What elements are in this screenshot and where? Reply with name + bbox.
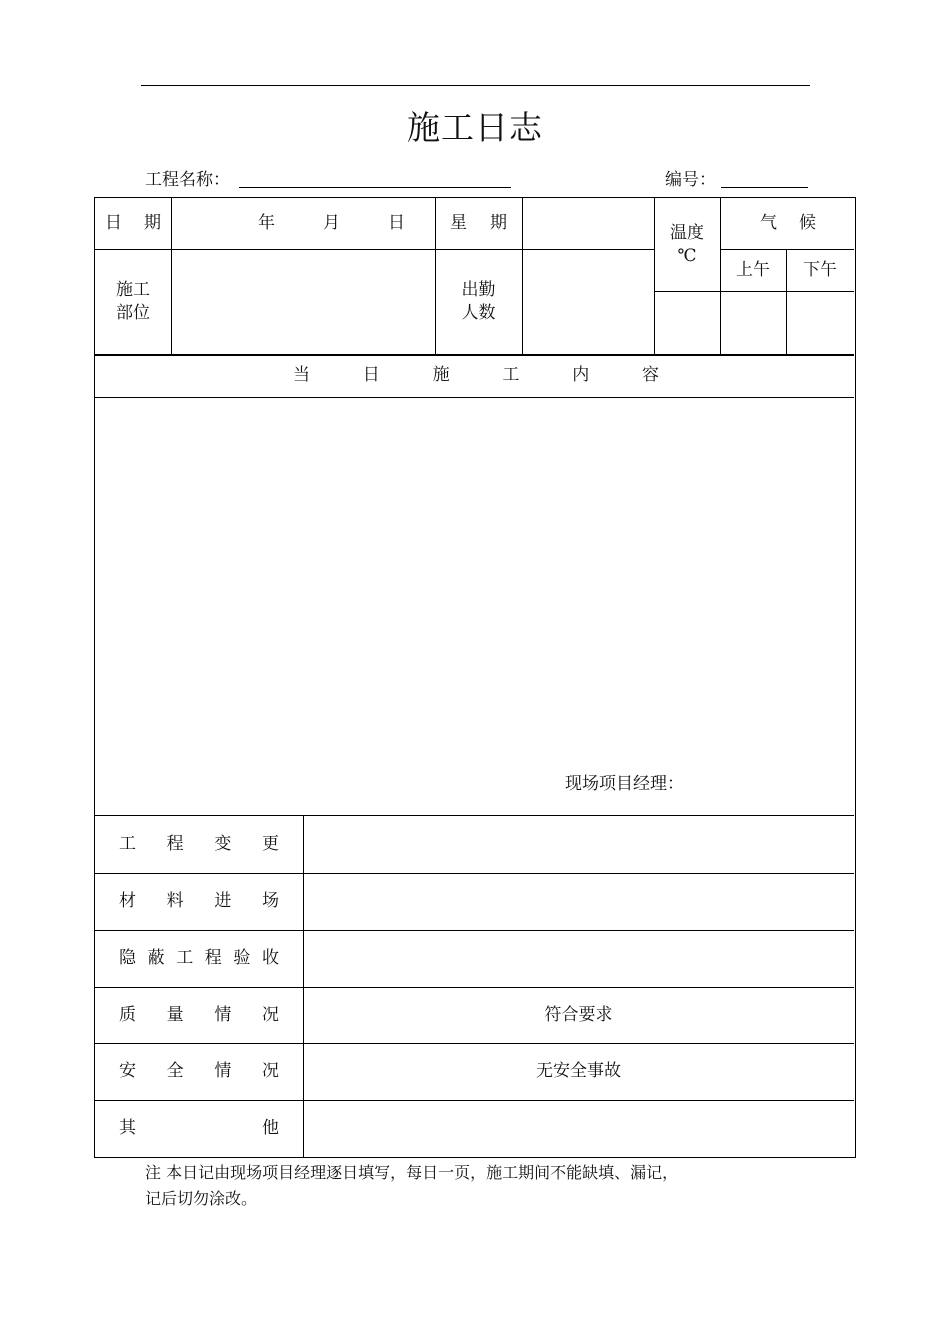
weekday-label: 星 期 xyxy=(450,213,507,233)
attendance-label: 出勤 人数 xyxy=(461,279,496,323)
quality-field[interactable]: 符合要求 xyxy=(544,1004,613,1025)
temperature-label: 温度 ℃ xyxy=(670,222,704,266)
quality-label: 质 量 情 况 xyxy=(119,1004,279,1025)
concealed-work-label: 隐 蔽 工 程 验 收 xyxy=(119,948,279,968)
safety-label: 安 全 情 况 xyxy=(119,1061,279,1081)
other-label: 其 他 xyxy=(119,1118,279,1138)
footnote-line-2: 记后切勿涂改。 xyxy=(145,1189,258,1208)
daily-content-header: 当 日 施 工 内 容 xyxy=(293,365,659,385)
attendance-field[interactable] xyxy=(522,249,654,354)
morning-weather-field[interactable] xyxy=(720,291,786,354)
afternoon-label: 下午 xyxy=(803,259,837,280)
temperature-field[interactable] xyxy=(654,291,720,354)
project-name-field[interactable] xyxy=(239,187,511,188)
morning-label: 上午 xyxy=(736,259,770,280)
date-label: 日 期 xyxy=(105,213,161,233)
other-field[interactable] xyxy=(303,1100,854,1157)
material-arrival-label: 材 料 进 场 xyxy=(119,891,279,911)
site-manager-signature-field[interactable] xyxy=(695,771,845,797)
concealed-work-field[interactable] xyxy=(303,930,854,987)
engineering-change-label: 工 程 变 更 xyxy=(119,833,279,854)
afternoon-weather-field[interactable] xyxy=(786,291,854,354)
material-arrival-field[interactable] xyxy=(303,873,854,930)
footnote-line-1: 注 本日记由现场项目经理逐日填写，每日一页，施工期间不能缺填、漏记， xyxy=(145,1163,679,1182)
location-field[interactable] xyxy=(171,249,435,354)
page-title: 施工日志 xyxy=(407,108,543,147)
weather-label: 气 候 xyxy=(760,213,816,233)
daily-content-field[interactable] xyxy=(95,397,854,815)
safety-field[interactable]: 无安全事故 xyxy=(536,1061,621,1081)
site-manager-label: 现场项目经理： xyxy=(565,773,684,794)
weekday-value-field[interactable] xyxy=(522,198,654,249)
number-field[interactable] xyxy=(721,187,808,188)
top-rule xyxy=(141,85,810,86)
engineering-change-field[interactable] xyxy=(303,815,854,873)
location-label: 施工 部位 xyxy=(116,279,150,323)
number-label: 编号： xyxy=(665,170,716,190)
construction-log-table xyxy=(94,197,856,1158)
date-value-field[interactable]: 年 月 日 xyxy=(258,213,405,233)
project-name-label: 工程名称： xyxy=(145,170,230,190)
